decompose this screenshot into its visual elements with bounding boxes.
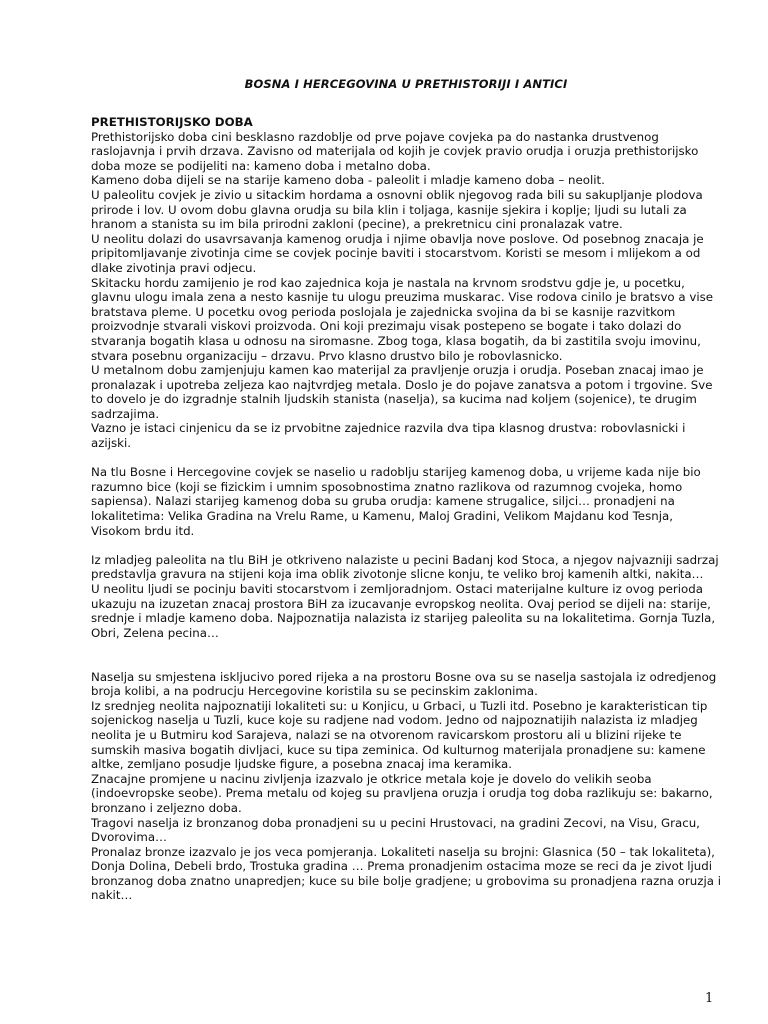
paragraph-spacer: [91, 451, 721, 466]
paragraph-spacer: [91, 640, 721, 669]
page-title: BOSNA I HERCEGOVINA U PRETHISTORIJI I ANTICI: [244, 77, 568, 91]
paragraph: Skitacku hordu zamijenio je rod kao zajednica koja je nastala na krvnom srodstvu gdje je, u pocetku, glavnu ulogu imala zena a nesto kasnije tu ulogu preuzima muskarac. Vise rodova cinilo je bratsvo a vise bratstava pleme. U pocetku ovog perioda poslojala je zajednicka svojina da bi se kasnije razvitkom proizvodnje stvarali viskovi proizvoda. Oni koji prezimaju visak postepeno se bogate i tako dolazi do stvaranja bogatih klasa u odnosu na siromasne. Zbog toga, klasa bogatih, da bi zastitila svoju imovinu, stvara posebnu organizaciju – drzavu. Prvo klasno drustvo bilo je robovlasnicko.: [91, 275, 714, 363]
paragraph: Pronalaz bronze izazvalo je jos veca pomjeranja. Lokaliteti naselja su brojni: Glasnica (50 – tak lokaliteta), Donja Dolina, Debeli brdo, Trostuka gradina … Prema pronadjenim ostacima moze se reci da je zivot ljudi bronzanog doba znatno unapredjen; kuce su bile bolje gradjene; u grobovima su pronadjena razna oruzja i nakit…: [91, 844, 722, 903]
paragraph: Iz mladjeg paleolita na tlu BiH je otkriveno nalaziste u pecini Badanj kod Stoca, a njegov najvazniji sadrzaj predstavlja gravura na stijeni koja ima oblik zivotonje slicne konju, te veliko broj kamenih altki, nakita…: [91, 552, 719, 582]
paragraph: U paleolitu covjek je zivio u sitackim hordama a osnovni oblik njegovog rada bili su sakupljanje plodova prirode i lov. U ovom dobu glavna orudja su bila klin i toljaga, kasnije sjekira i koplje; ljudi su lutali za hranom a stanista su im bila prirodni zakloni (pecine), a prekretnicu cini pronalazak vatre.: [91, 187, 703, 232]
section-heading: PRETHISTORIJSKO DOBA: [91, 115, 253, 129]
paragraph: Znacajne promjene u nacinu zivljenja izazvalo je otkrice metala koje je dovelo do velikih seoba (indoevropske seobe). Prema metalu od kojeg su pravljena oruzja i orudja tog doba razlikuju se: bakarno, bronzano i zeljezno doba.: [91, 771, 713, 815]
paragraph: Iz srednjeg neolita najpoznatiji lokaliteti su: u Konjicu, u Grbaci, u Tuzli itd. Posebno je karakteristican tip sojenickog naselja u Tuzli, kuce koje su radjene nad vodom. Jedno od najpoznatijih nalazista iz mladjeg neolita je u Butmiru kod Sarajeva, nalazi se na otvorenom ravicarskom prostoru ali u blizini rijeke te sumskih masiva bogatih divljaci, kuce su tipa zeminica. Od kulturnog materijala pronadjene su: kamene altke, zemljano posudje ljudske figure, a posebna znacaj ima keramika.: [91, 698, 708, 772]
paragraph: Naselja su smjestena iskljucivo pored rijeka a na prostoru Bosne ova su se naselja sastojala iz odredjenog broja kolibi, a na podrucju Hercegovine koristila su se pecinskim zaklonima.: [91, 669, 717, 699]
document-body: [91, 115, 721, 903]
paragraph: Prethistorijsko doba cini besklasno razdoblje od prve pojave covjeka pa do nastanka drustvenog raslojavnja i prvih drzava. Zavisno od materijala od kojih je covjek pravio orudja i oruzja prethistorijsko doba moze se podijeliti na: kameno doba i metalno doba.: [91, 129, 699, 173]
paragraph: Kameno doba dijeli se na starije kameno doba - paleolit i mladje kameno doba – neolit.: [91, 173, 605, 188]
paragraph: Na tlu Bosne i Hercegovine covjek se naselio u radoblju starijeg kamenog doba, u vrijeme kada nije bio razumno bice (koji se fizickim i umnim sposobnostima znatno razlikova od razumnog cvojeka, homo sapiensa). Nalazi starijeg kamenog doba su gruba orudja: kamene strugalice, siljci… pronadjeni na lokalitetima: Velika Gradina na Vrelu Rame, u Kamenu, Maloj Gradini, Velikom Majdanu kod Tesnja, Visokom brdu itd.: [91, 465, 701, 538]
paragraph: U neolitu dolazi do usavrsavanja kamenog orudja i njime obavlja nove poslove. Od posebnog znacaja je pripitomljavanje zivotinja cime se covjek pocinje baviti i stocarstvom. Koristi se mesom i mlijekom a od dlake zivotinja pravi odjecu.: [91, 231, 704, 275]
paragraph: Tragovi naselja iz bronzanog doba pronadjeni su u pecini Hrustovaci, na gradini Zecovi, na Visu, Gracu, Dvorovima…: [91, 815, 700, 845]
page-number: 1: [705, 991, 714, 1006]
paragraph-spacer: [91, 538, 721, 553]
paragraph: Vazno je istaci cinjenicu da se iz prvobitne zajednice razvila dva tipa klasnog drustva: robovlasnicki i azijski.: [91, 421, 686, 451]
paragraph: U metalnom dobu zamjenjuju kamen kao materijal za pravljenje oruzja i orudja. Poseban znacaj imao je pronalazak i upotreba zeljeza kao najtvrdjeg metala. Doslo je do pojave zanatsva a potom i trgovine. Sve to dovelo je do izgradnje stalnih ljudskih stanista (naselja), sa kucima nad koljem (sojenice), te drugim sadrzajima.: [91, 363, 713, 421]
paragraph: U neolitu ljudi se pocinju baviti stocarstvom i zemljoradnjom. Ostaci materijalne kulture iz ovog perioda ukazuju na izuzetan znacaj prostora BiH za izucavanje evropskog neolita. Ovaj period se dijeli na: starije, srednje i mladje kameno doba. Najpoznatija nalazista iz starijeg paleolita su na lokalitetima. Gornja Tuzla, Obri, Zelena pecina…: [91, 582, 716, 640]
